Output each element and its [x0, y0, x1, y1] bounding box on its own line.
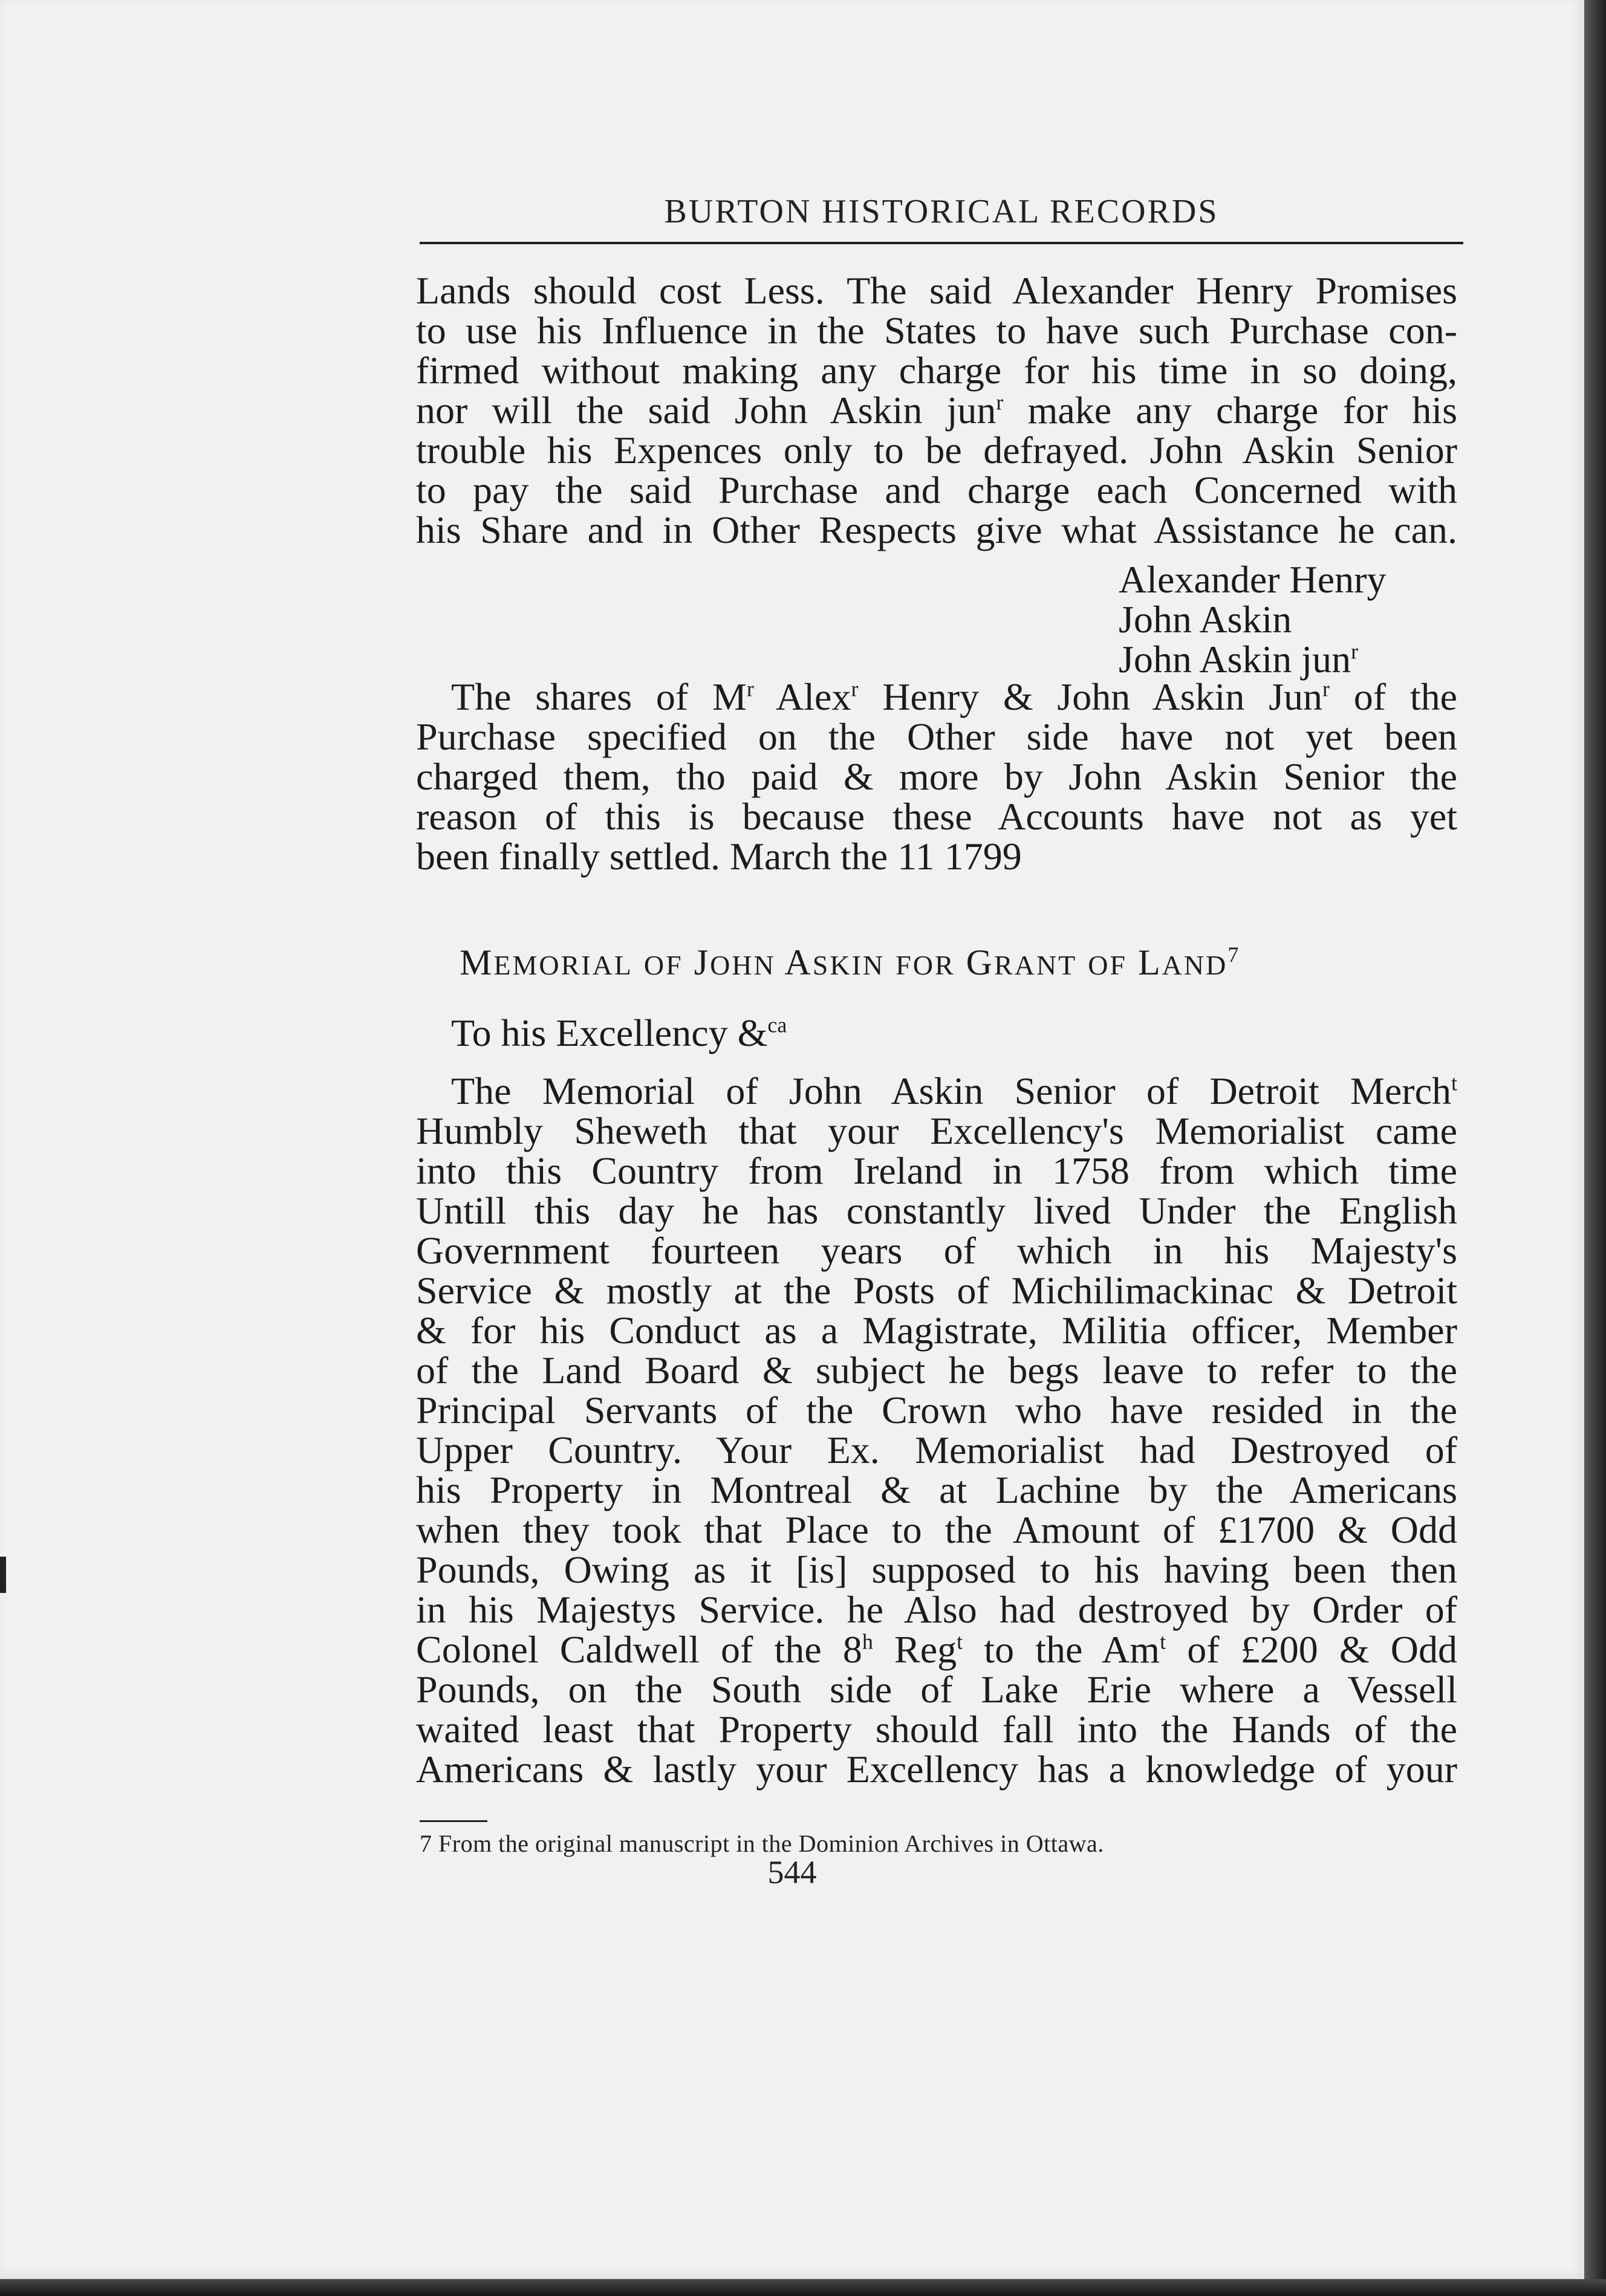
text-line: Lands should cost Less. The said Alexander Henry Promises — [416, 269, 1457, 312]
text-line: & for his Conduct as a Magistrate, Militia officer, Member — [416, 1309, 1457, 1352]
text-line: of the Land Board & subject he begs leave to refer to the — [416, 1349, 1457, 1392]
text-line: charged them, tho paid & more by John Askin Senior the — [416, 755, 1457, 798]
agreement-paragraph — [416, 271, 1457, 550]
shares-paragraph — [416, 677, 1457, 877]
text-line: Americans & lastly your Excellency has a knowledge of your — [416, 1748, 1457, 1791]
signature-line: John Askin — [1119, 598, 1292, 641]
text-line: in his Majestys Service. he Also had destroyed by Order of — [416, 1588, 1457, 1631]
text-line: Pounds, Owing as it [is] supposed to his having been then — [416, 1548, 1457, 1591]
text-line: reason of this is because these Accounts have not as yet — [416, 795, 1457, 838]
scan-margin-mark — [0, 1557, 6, 1593]
salutation: To his Excellency &$^{ca}$ — [451, 1011, 787, 1054]
text-line: into this Country from Ireland in 1758 from which time — [416, 1149, 1457, 1192]
text-line: Service & mostly at the Posts of Michilimackinac & Detroit — [416, 1269, 1457, 1312]
header-rule — [420, 242, 1463, 244]
text-line: Government fourteen years of which in his Majesty's — [416, 1229, 1457, 1272]
text-line: Pounds, on the South side of Lake Erie where a Vessell — [416, 1668, 1457, 1711]
section-heading: MEMORIAL OF JOHN ASKIN FOR GRANT OF LAND$^7$ — [460, 942, 1241, 982]
text-line: Purchase specified on the Other side have not yet been — [416, 715, 1457, 758]
text-line: been finally settled. March the 11 1799 — [416, 835, 1022, 878]
footnote: 7 From the original manuscript in the Dominion Archives in Ottawa. — [420, 1830, 1104, 1857]
text-line: firmed without making any charge for his time in so doing, — [416, 349, 1457, 392]
text-line: to use his Influence in the States to have such Purchase con- — [416, 309, 1457, 352]
text-line: Principal Servants of the Crown who have resided in the — [416, 1389, 1457, 1432]
scan-edge-right — [1584, 0, 1606, 2296]
text-line: to pay the said Purchase and charge each Concerned with — [416, 469, 1457, 511]
page-number: 544 — [767, 1854, 817, 1890]
text-line: trouble his Expences only to be defrayed. John Askin Senior — [416, 429, 1457, 472]
text-line: nor will the said John Askin jun$^r$ make any charge for his — [416, 389, 1458, 432]
text-line: The Memorial of John Askin Senior of Detroit Merch$^t$ — [451, 1069, 1457, 1112]
memorial-paragraph — [416, 1071, 1457, 1789]
signature-line: Alexander Henry — [1119, 558, 1387, 601]
text-line: Untill this day he has constantly lived Under the English — [416, 1189, 1457, 1232]
scan-edge-bottom — [0, 2279, 1606, 2296]
text-line: Humbly Sheweth that your Excellency's Memorialist came — [416, 1109, 1457, 1152]
signature-line: John Askin jun$^r$ — [1119, 638, 1359, 681]
text-line: The shares of $M^r$ Alex$^r$ Henry & John Askin Jun$^r$ of the — [451, 675, 1458, 718]
footnote-reference: 7 — [1227, 942, 1241, 967]
text-line: waited least that Property should fall into the Hands of the — [416, 1708, 1457, 1751]
text-line: his Property in Montreal & at Lachine by the Americans — [416, 1468, 1457, 1511]
text-line: when they took that Place to the Amount of £1700 & Odd — [416, 1508, 1457, 1551]
text-line: Upper Country. Your Ex. Memorialist had Destroyed of — [416, 1429, 1457, 1471]
text-line: his Share and in Other Respects give what Assistance he can. — [416, 508, 1457, 551]
running-header: BURTON HISTORICAL RECORDS — [664, 193, 1219, 230]
text-line: Colonel Caldwell of the 8$^h$ Reg$^t$ to the Am$^t$ of £200 & Odd — [416, 1628, 1458, 1671]
footnote-rule — [420, 1820, 487, 1822]
